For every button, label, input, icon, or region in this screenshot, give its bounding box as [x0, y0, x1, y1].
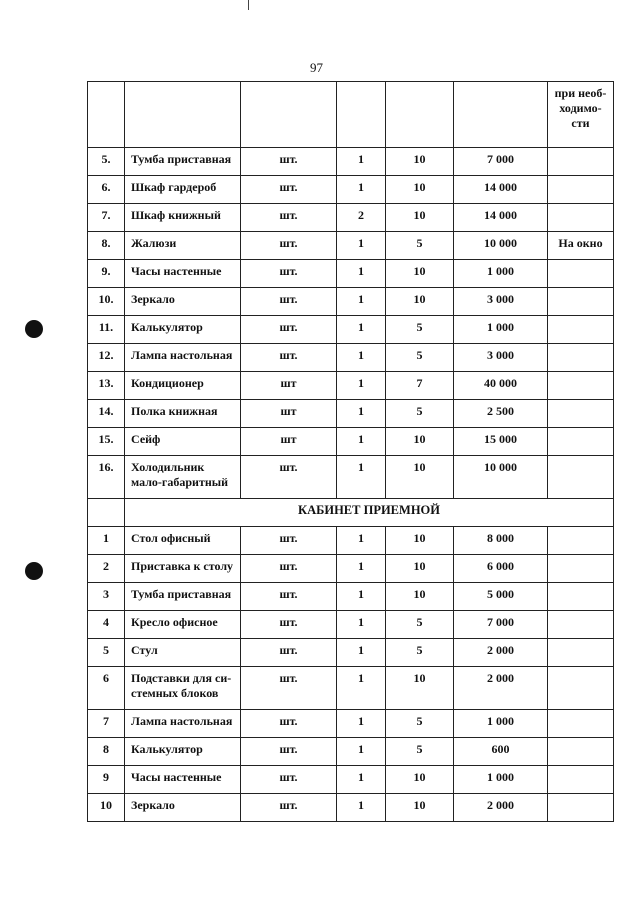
- cell-name: Жалюзи: [125, 232, 241, 260]
- table-row: [88, 288, 614, 316]
- page-number: 97: [310, 60, 323, 75]
- cell-price: 5 000: [454, 583, 548, 611]
- cell-qty: 1: [337, 667, 386, 710]
- cell-name: Калькулятор: [125, 738, 241, 766]
- cell-term: 5: [386, 344, 454, 372]
- cell-unit: шт.: [241, 766, 337, 794]
- table-row: [88, 176, 614, 204]
- cell-price: 600: [454, 738, 548, 766]
- cell-qty: 2: [337, 204, 386, 232]
- cell-unit: шт.: [241, 611, 337, 639]
- cell-qty: 1: [337, 428, 386, 456]
- cell-term: 5: [386, 639, 454, 667]
- table-header-row: [88, 82, 614, 148]
- cell-price: 6 000: [454, 555, 548, 583]
- cell-term: 10: [386, 428, 454, 456]
- cell-unit: шт.: [241, 456, 337, 499]
- cell-qty: 1: [337, 260, 386, 288]
- header-cell-unit: [241, 82, 337, 148]
- cell-unit: шт.: [241, 232, 337, 260]
- cell-num: 7.: [88, 204, 125, 232]
- punch-hole-mark: [25, 320, 43, 338]
- cell-note: [548, 527, 614, 555]
- cell-num: 13.: [88, 372, 125, 400]
- table-row: [88, 583, 614, 611]
- cell-term: 5: [386, 710, 454, 738]
- cell-num: 10.: [88, 288, 125, 316]
- cell-name: Полка книжная: [125, 400, 241, 428]
- cell-unit: шт.: [241, 176, 337, 204]
- table-row: [88, 372, 614, 400]
- cell-qty: 1: [337, 176, 386, 204]
- cell-price: 2 000: [454, 667, 548, 710]
- table-row: [88, 260, 614, 288]
- cell-price: 1 000: [454, 316, 548, 344]
- cell-num: 8: [88, 738, 125, 766]
- cell-price: 7 000: [454, 611, 548, 639]
- table-row: [88, 611, 614, 639]
- cell-qty: 1: [337, 400, 386, 428]
- section-row: [88, 499, 614, 527]
- header-cell-num: [88, 82, 125, 148]
- cell-unit: шт.: [241, 710, 337, 738]
- cell-price: 10 000: [454, 232, 548, 260]
- table-row: [88, 148, 614, 176]
- cell-qty: 1: [337, 710, 386, 738]
- cell-unit: шт.: [241, 527, 337, 555]
- cell-num: 2: [88, 555, 125, 583]
- cell-name: Лампа настольная: [125, 344, 241, 372]
- cell-num: 12.: [88, 344, 125, 372]
- cell-note: [548, 148, 614, 176]
- cell-price: 14 000: [454, 204, 548, 232]
- cell-unit: шт.: [241, 738, 337, 766]
- cell-name: Часы настенные: [125, 766, 241, 794]
- cell-name: Тумба приставная: [125, 148, 241, 176]
- header-cell-term: [386, 82, 454, 148]
- cell-name: Шкаф книжный: [125, 204, 241, 232]
- cell-name: Часы настенные: [125, 260, 241, 288]
- cell-price: 1 000: [454, 260, 548, 288]
- cell-price: 2 000: [454, 639, 548, 667]
- cell-num: 4: [88, 611, 125, 639]
- cell-name: Кондиционер: [125, 372, 241, 400]
- table-row: [88, 710, 614, 738]
- cell-price: 8 000: [454, 527, 548, 555]
- table-row: [88, 344, 614, 372]
- cell-price: 14 000: [454, 176, 548, 204]
- cell-qty: 1: [337, 344, 386, 372]
- cell-unit: шт.: [241, 148, 337, 176]
- cell-qty: 1: [337, 738, 386, 766]
- cell-name: Холодильник мало-габаритный: [125, 456, 241, 499]
- cell-note: [548, 639, 614, 667]
- table-row: [88, 456, 614, 499]
- cell-term: 10: [386, 527, 454, 555]
- cell-num: 11.: [88, 316, 125, 344]
- cell-note: [548, 738, 614, 766]
- cell-num: 6.: [88, 176, 125, 204]
- cell-num: 3: [88, 583, 125, 611]
- table-row: [88, 232, 614, 260]
- table-row: [88, 555, 614, 583]
- cell-qty: 1: [337, 372, 386, 400]
- cell-qty: 1: [337, 316, 386, 344]
- cell-price: 2 500: [454, 400, 548, 428]
- cell-num: 9.: [88, 260, 125, 288]
- cell-note: [548, 794, 614, 822]
- cell-qty: 1: [337, 794, 386, 822]
- cell-term: 10: [386, 583, 454, 611]
- cell-price: 1 000: [454, 710, 548, 738]
- cell-note: [548, 667, 614, 710]
- cell-note: [548, 456, 614, 499]
- cell-num: 14.: [88, 400, 125, 428]
- cell-term: 5: [386, 316, 454, 344]
- table-row: [88, 639, 614, 667]
- cell-qty: 1: [337, 639, 386, 667]
- cell-term: 10: [386, 766, 454, 794]
- cell-price: 2 000: [454, 794, 548, 822]
- cell-name: Кресло офисное: [125, 611, 241, 639]
- table-row: [88, 738, 614, 766]
- cell-price: 15 000: [454, 428, 548, 456]
- header-cell-price: [454, 82, 548, 148]
- cell-unit: шт: [241, 400, 337, 428]
- cell-name: Калькулятор: [125, 316, 241, 344]
- table-row: [88, 766, 614, 794]
- cell-note: [548, 176, 614, 204]
- cell-qty: 1: [337, 288, 386, 316]
- cell-price: 3 000: [454, 344, 548, 372]
- punch-hole-mark: [25, 562, 43, 580]
- cell-note: [548, 400, 614, 428]
- cell-term: 10: [386, 555, 454, 583]
- cell-unit: шт.: [241, 794, 337, 822]
- cell-term: 10: [386, 456, 454, 499]
- cell-note: [548, 204, 614, 232]
- cell-unit: шт.: [241, 260, 337, 288]
- header-cell-qty: [337, 82, 386, 148]
- binding-mark: [248, 0, 249, 10]
- cell-term: 10: [386, 148, 454, 176]
- section-title: КАБИНЕТ ПРИЕМНОЙ: [125, 499, 614, 527]
- cell-num: 9: [88, 766, 125, 794]
- cell-qty: 1: [337, 148, 386, 176]
- cell-term: 10: [386, 176, 454, 204]
- cell-qty: 1: [337, 766, 386, 794]
- cell-price: 40 000: [454, 372, 548, 400]
- cell-term: 5: [386, 611, 454, 639]
- cell-qty: 1: [337, 527, 386, 555]
- cell-num: 5: [88, 639, 125, 667]
- cell-qty: 1: [337, 232, 386, 260]
- cell-name: Подставки для си-стемных блоков: [125, 667, 241, 710]
- cell-unit: шт.: [241, 316, 337, 344]
- cell-qty: 1: [337, 555, 386, 583]
- cell-unit: шт: [241, 428, 337, 456]
- cell-unit: шт.: [241, 555, 337, 583]
- cell-note: [548, 260, 614, 288]
- cell-note: [548, 710, 614, 738]
- cell-term: 10: [386, 204, 454, 232]
- cell-unit: шт: [241, 372, 337, 400]
- section-num-cell: [88, 499, 125, 527]
- table-row: [88, 316, 614, 344]
- cell-note: [548, 583, 614, 611]
- cell-unit: шт.: [241, 583, 337, 611]
- cell-num: 7: [88, 710, 125, 738]
- cell-name: Лампа настольная: [125, 710, 241, 738]
- cell-num: 8.: [88, 232, 125, 260]
- cell-term: 7: [386, 372, 454, 400]
- cell-num: 5.: [88, 148, 125, 176]
- cell-unit: шт.: [241, 639, 337, 667]
- cell-unit: шт.: [241, 344, 337, 372]
- cell-term: 5: [386, 738, 454, 766]
- cell-unit: шт.: [241, 288, 337, 316]
- cell-price: 10 000: [454, 456, 548, 499]
- cell-term: 10: [386, 667, 454, 710]
- cell-unit: шт.: [241, 204, 337, 232]
- cell-term: 10: [386, 260, 454, 288]
- cell-name: Зеркало: [125, 288, 241, 316]
- cell-qty: 1: [337, 456, 386, 499]
- equipment-table: [87, 81, 614, 822]
- cell-note: [548, 555, 614, 583]
- table-row: [88, 794, 614, 822]
- header-cell-name: [125, 82, 241, 148]
- cell-price: 3 000: [454, 288, 548, 316]
- cell-price: 7 000: [454, 148, 548, 176]
- cell-note: [548, 288, 614, 316]
- cell-term: 10: [386, 794, 454, 822]
- cell-name: Шкаф гардероб: [125, 176, 241, 204]
- cell-price: 1 000: [454, 766, 548, 794]
- cell-num: 15.: [88, 428, 125, 456]
- table-row: [88, 400, 614, 428]
- cell-name: Приставка к столу: [125, 555, 241, 583]
- cell-note: [548, 344, 614, 372]
- cell-note: [548, 372, 614, 400]
- cell-num: 16.: [88, 456, 125, 499]
- cell-unit: шт.: [241, 667, 337, 710]
- cell-term: 5: [386, 232, 454, 260]
- cell-note: [548, 766, 614, 794]
- cell-name: Тумба приставная: [125, 583, 241, 611]
- cell-name: Стул: [125, 639, 241, 667]
- cell-qty: 1: [337, 611, 386, 639]
- cell-term: 10: [386, 288, 454, 316]
- table-row: [88, 667, 614, 710]
- table-row: [88, 204, 614, 232]
- table-row: [88, 428, 614, 456]
- cell-note: На окно: [548, 232, 614, 260]
- cell-name: Сейф: [125, 428, 241, 456]
- cell-num: 1: [88, 527, 125, 555]
- cell-term: 5: [386, 400, 454, 428]
- cell-note: [548, 428, 614, 456]
- header-cell-note: при необ-ходимо-сти: [548, 82, 614, 148]
- table-row: [88, 527, 614, 555]
- cell-note: [548, 611, 614, 639]
- cell-note: [548, 316, 614, 344]
- cell-qty: 1: [337, 583, 386, 611]
- cell-num: 6: [88, 667, 125, 710]
- cell-name: Зеркало: [125, 794, 241, 822]
- cell-name: Стол офисный: [125, 527, 241, 555]
- cell-num: 10: [88, 794, 125, 822]
